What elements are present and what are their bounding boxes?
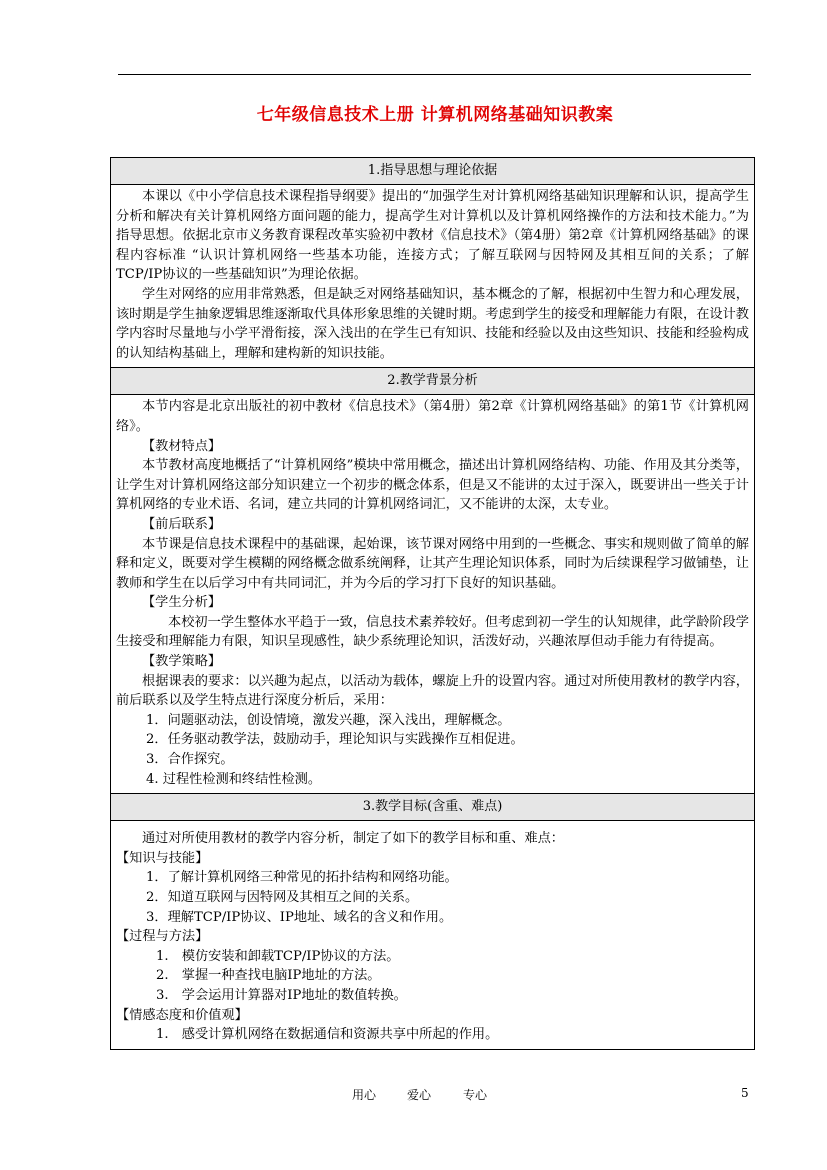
- paragraph: 学生对网络的应用非常熟悉，但是缺乏对网络基础知识，基本概念的了解，根据初中生智力和心理发展，该时期是学生抽象逻辑思维逐渐取代具体形象思维的关键时期。考虑到学生的接受和理解能力有限，在设计教学内容时尽量地与小学平滑衔接，深入浅出的在学生已有知识、技能和经验以及由这些知识、技能和经验构成的认知结构基础上，理解和建构新的知识技能。: [116, 286, 749, 361]
- document-title: 七年级信息技术上册 计算机网络基础知识教案: [256, 105, 614, 125]
- section-guiding-thought: [111, 158, 754, 368]
- paragraph: 本节教材高度地概括了“计算机网络”模块中常用概念，描述出计算机网络结构、功能、作用及其分类等，让学生对计算机网络这部分知识建立一个初步的概念体系，但是又不能讲的太过于深入，既要讲出一些关于计算机网络的专业术语、名词，建立共同的计算机网络词汇，又不能讲的太深，太专业。: [116, 458, 749, 513]
- subheading: 【知识与技能】: [116, 850, 209, 866]
- subheading: 【教材特点】: [142, 438, 222, 454]
- footer-text-left: 用心: [352, 1088, 377, 1102]
- section-header: 3.教学目标(含重、难点): [111, 794, 754, 821]
- section-header: 1.指导思想与理论依据: [111, 158, 754, 185]
- top-rule: [118, 74, 751, 75]
- footer-text-right: 专心: [463, 1088, 488, 1102]
- list-item: 3．合作探究。: [146, 752, 234, 768]
- section-body: [111, 821, 754, 1049]
- list-item: 1．了解计算机网络三种常见的拓扑结构和网络功能。: [146, 870, 458, 886]
- subheading: 【教学策略】: [142, 654, 222, 670]
- section-background: [111, 368, 754, 794]
- paragraph: 本课以《中小学信息技术课程指导纲要》提出的“加强学生对计算机网络基础知识理解和认识，提高学生分析和解决有关计算机网络方面问题的能力，提高学生对计算机以及计算机网络操作的方法和技术能力。”为指导思想。依据北京市义务教育课程改革实验初中教材《信息技术》（第4册）第2章《计算机网络基础》的课程内容标准 “认识计算机网络一些基本功能，连接方式；了解互联网与因特网及其相互间的关系；了解TCP/IP协议的一些基础知识”为理论依据。: [116, 189, 749, 283]
- section-body: [111, 185, 754, 368]
- subheading: 【过程与方法】: [116, 929, 209, 945]
- subheading: 【学生分析】: [142, 595, 222, 611]
- list-item: 4. 过程性检测和终结性检测。: [146, 771, 322, 787]
- list-item: 2．任务驱动教学法，鼓励动手，理论知识与实践操作互相促进。: [146, 732, 524, 748]
- section-header: 2.教学背景分析: [111, 368, 754, 395]
- footer-text-mid: 爱心: [407, 1088, 432, 1102]
- section-body: [111, 395, 754, 794]
- list-item: 3．理解TCP/IP协议、IP地址、域名的含义和作用。: [146, 909, 453, 925]
- list-item: 2．知道互联网与因特网及其相互之间的关系。: [146, 890, 419, 905]
- paragraph: 本校初一学生整体水平趋于一致，信息技术素养较好。但考虑到初一学生的认知规律，此学龄阶段学生接受和理解能力有限，知识呈现感性，缺少系统理论知识，活泼好动，兴趣浓厚但动手能力有待提高。: [116, 614, 749, 650]
- list-item: 1. 感受计算机网络在数据通信和资源共享中所起的作用。: [156, 1027, 499, 1043]
- paragraph: 本节内容是北京出版社的初中教材《信息技术》（第4册）第2章《计算机网络基础》的第1节《计算机网络》。: [116, 399, 749, 434]
- section-objectives: [111, 794, 754, 1049]
- paragraph: 本节课是信息技术课程中的基础课，起始课，该节课对网络中用到的一些概念、事实和规则做了简单的解释和定义，既要对学生模糊的网络概念做系统阐释，让其产生理论知识体系，同时为后续课程学习做铺垫，让教师和学生在以后学习中有共同词汇，并为今后的学习打下良好的知识基础。: [116, 536, 749, 591]
- paragraph: 根据课表的要求：以兴趣为起点，以活动为载体，螺旋上升的设置内容。通过对所使用教材的教学内容，前后联系以及学生特点进行深度分析后，采用：: [116, 673, 749, 709]
- list-item: 2. 掌握一种查找电脑IP地址的方法。: [156, 968, 381, 984]
- subheading: 【情感态度和价值观】: [116, 1007, 248, 1023]
- page-number: 5: [741, 1086, 749, 1100]
- lesson-table: [110, 157, 755, 1050]
- subheading: 【前后联系】: [142, 516, 222, 532]
- paragraph: 通过对所使用教材的教学内容分析，制定了如下的教学目标和重、难点：: [142, 831, 564, 847]
- list-item: 1. 模仿安装和卸载TCP/IP协议的方法。: [156, 948, 400, 964]
- list-item: 3. 学会运用计算器对IP地址的数值转换。: [156, 987, 407, 1003]
- list-item: 1．问题驱动法，创设情境，激发兴趣，深入浅出，理解概念。: [146, 712, 511, 728]
